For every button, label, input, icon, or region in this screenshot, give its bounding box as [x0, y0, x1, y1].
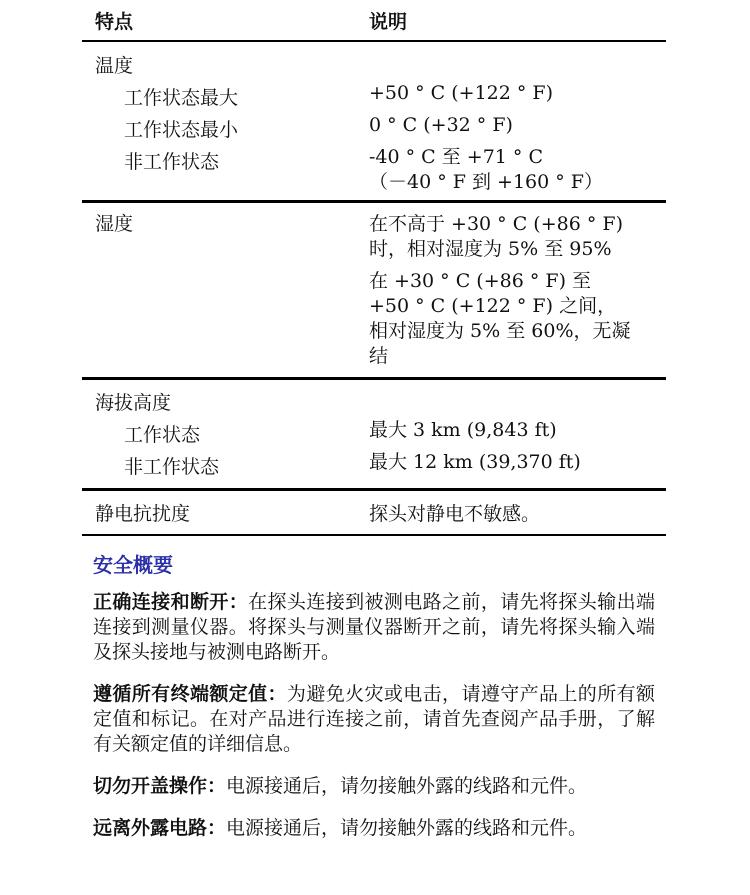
paragraph-text: 为避免火灾或电击，请遵守产品上的所有额定值和标记。在对产品进行连接之前，请首先查阅产品手册，了解有关额定值的详细信息。	[93, 683, 655, 755]
humidity-line: 相对湿度为 5% 至 60%，无凝	[369, 320, 631, 342]
spec-table	[82, 0, 666, 536]
header-description: 说明	[369, 11, 408, 33]
paragraph-heading: 正确连接和断开：	[93, 591, 249, 613]
temp-nonop-label: 非工作状态	[124, 151, 220, 173]
safety-paragraph	[93, 816, 655, 841]
temp-nonop-value-f: （－40 ° F 到 +160 ° F）	[369, 171, 603, 193]
paragraph-text: 电源接通后，请勿接触外露的线路和元件。	[226, 775, 588, 797]
safety-title: 安全概要	[93, 553, 173, 577]
temperature-label: 温度	[95, 55, 134, 77]
alt-op-value: 最大 3 km (9,843 ft)	[369, 419, 557, 441]
temp-op-max-label: 工作状态最大	[124, 87, 239, 109]
alt-nonop-label: 非工作状态	[124, 456, 220, 478]
safety-paragraph	[93, 774, 655, 799]
humidity-line: 时，相对湿度为 5% 至 95%	[369, 238, 612, 260]
temperature-section	[82, 42, 666, 203]
paragraph-heading: 远离外露电路：	[93, 817, 227, 839]
temp-op-max-value: +50 ° C (+122 ° F)	[369, 82, 554, 104]
esd-label: 静电抗扰度	[95, 503, 191, 525]
alt-nonop-value: 最大 12 km (39,370 ft)	[369, 451, 581, 473]
humidity-line: 结	[369, 345, 389, 367]
humidity-line: 在 +30 ° C (+86 ° F) 至	[369, 270, 592, 292]
paragraph-text: 在探头连接到被测电路之前，请先将探头输出端连接到测量仪器。将探头与测量仪器断开之前，请先将探头输入端及探头接地与被测电路断开。	[93, 591, 655, 663]
temp-nonop-value: -40 ° C 至 +71 ° C	[369, 146, 544, 168]
safety-summary	[93, 552, 655, 858]
altitude-section	[82, 380, 666, 491]
safety-paragraph	[93, 590, 655, 665]
alt-op-label: 工作状态	[124, 424, 201, 446]
temp-op-min-value: 0 ° C (+32 ° F)	[369, 114, 513, 136]
humidity-line: 在不高于 +30 ° C (+86 ° F)	[369, 213, 623, 235]
safety-paragraph	[93, 682, 655, 757]
esd-section	[82, 491, 666, 536]
header-feature: 特点	[95, 11, 134, 33]
humidity-label: 湿度	[95, 213, 134, 235]
paragraph-heading: 遵循所有终端额定值：	[93, 683, 287, 705]
altitude-label: 海拔高度	[95, 392, 172, 414]
paragraph-text: 电源接通后，请勿接触外露的线路和元件。	[226, 817, 588, 839]
temp-op-min-label: 工作状态最小	[124, 119, 239, 141]
paragraph-heading: 切勿开盖操作：	[93, 775, 227, 797]
humidity-line: +50 ° C (+122 ° F) 之间，	[369, 295, 617, 317]
esd-value: 探头对静电不敏感。	[369, 503, 541, 525]
table-header	[82, 0, 666, 42]
humidity-section	[82, 203, 666, 380]
